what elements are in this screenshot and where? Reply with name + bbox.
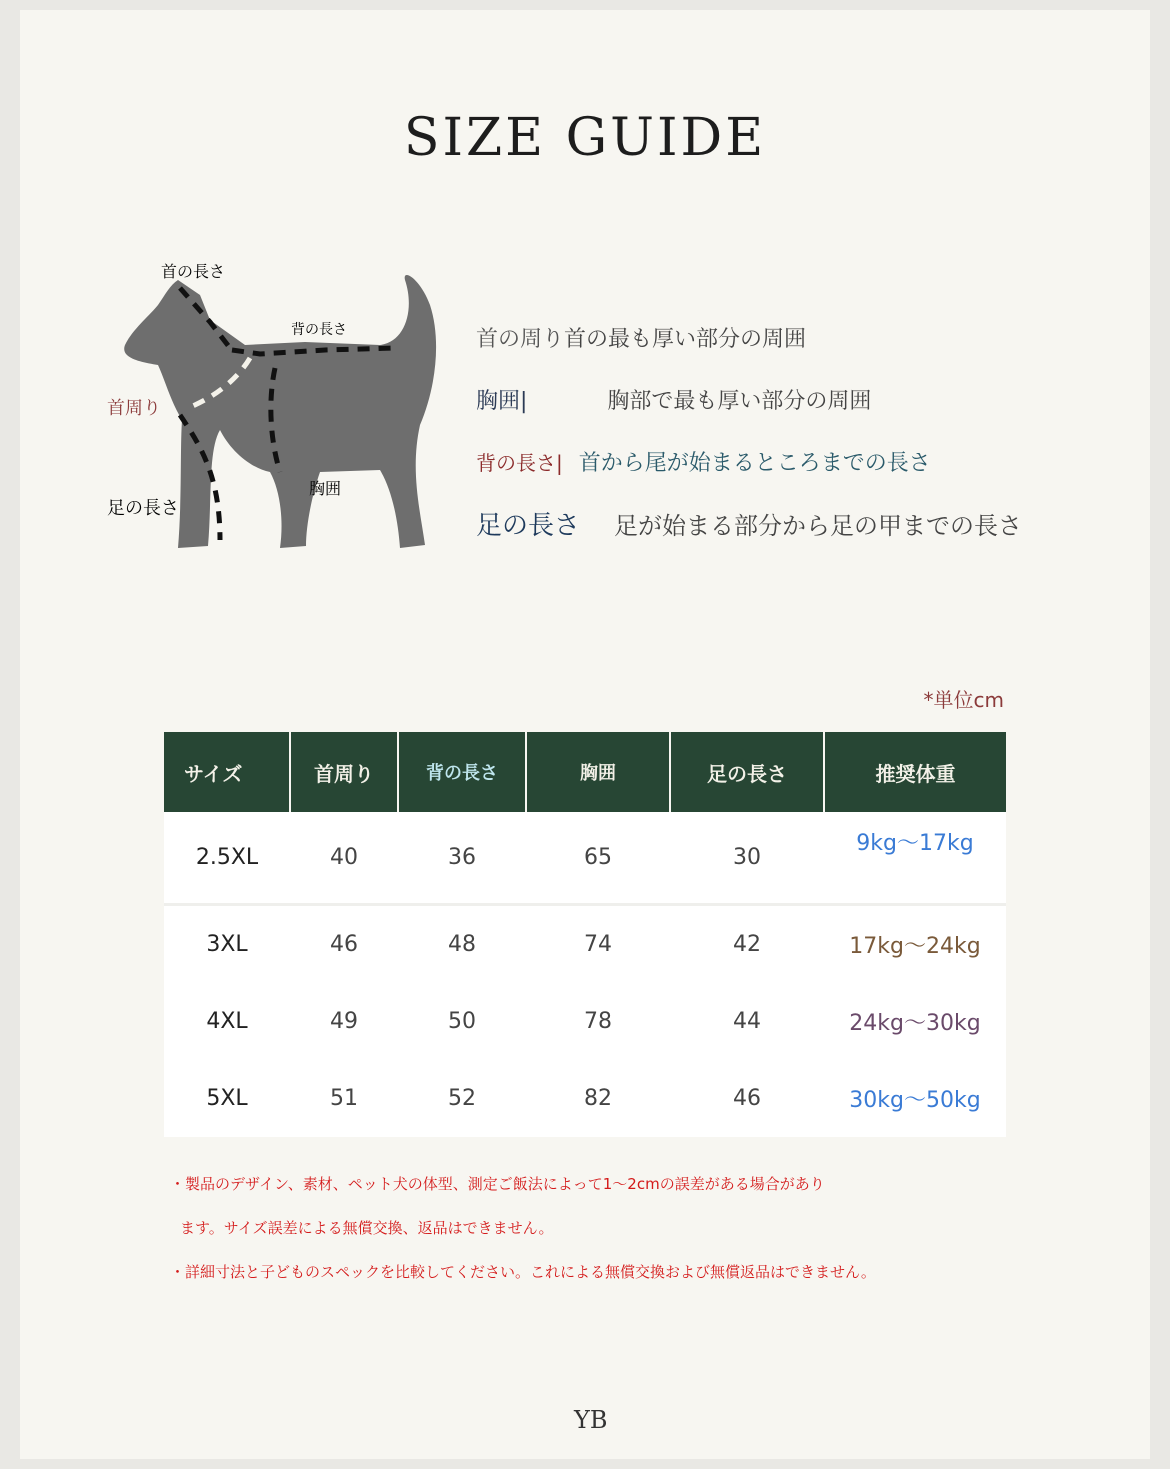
cell-size: 5XL <box>206 1086 248 1111</box>
definition-text: 足が始まる部分から足の甲までの長さ <box>614 511 1023 540</box>
page <box>20 10 1150 1459</box>
col-header-size: サイズ <box>164 732 290 812</box>
unit-note: *単位cm <box>923 688 1004 712</box>
diagram-label-back-length: 背の長さ <box>291 322 347 338</box>
col-header-chest: 胸囲 <box>526 732 670 812</box>
cell-chest: 78 <box>584 1009 612 1034</box>
definition-text: 胸部で最も厚い部分の周囲 <box>607 388 872 414</box>
definition-text: 首から尾が始まるところまでの長さ <box>578 450 931 476</box>
measurement-definitions <box>476 306 1136 554</box>
cell-back: 48 <box>448 932 476 957</box>
cell-neck: 46 <box>330 932 358 957</box>
note-line: ・詳細寸法と子どものスペックを比較してください。これによる無償交換および無償返品はできません。 <box>170 1263 876 1281</box>
table-row <box>164 812 1006 905</box>
cell-weight: 24kg～30kg <box>849 1011 981 1036</box>
diagram-label-neck-length: 首の長さ <box>161 262 226 281</box>
cell-chest: 74 <box>584 932 612 957</box>
diagram-label-leg-length: 足の長さ <box>107 498 179 519</box>
definition-term: 胸囲| <box>476 388 528 414</box>
cell-size: 2.5XL <box>164 812 290 905</box>
definition-term: 首の周り <box>476 326 565 352</box>
cell-leg: 44 <box>733 1009 761 1034</box>
definition-row <box>476 368 1136 430</box>
dog-measurement-diagram <box>80 250 460 570</box>
definition-term: 背の長さ| <box>476 450 563 475</box>
cell-back: 36 <box>398 812 526 905</box>
definition-term: 足の長さ <box>476 510 581 541</box>
cell-weight: 9kg～17kg <box>824 812 1006 905</box>
cell-leg: 42 <box>733 932 761 957</box>
table-row <box>164 983 1006 1060</box>
definition-row <box>476 492 1136 554</box>
table-row <box>164 1060 1006 1137</box>
col-header-weight: 推奨体重 <box>824 732 1006 812</box>
brand-logo: YB <box>574 1406 608 1434</box>
notes <box>170 1170 1070 1302</box>
cell-size: 3XL <box>206 932 248 957</box>
table-row <box>164 905 1006 984</box>
cell-leg: 46 <box>733 1086 761 1111</box>
col-header-leg: 足の長さ <box>670 732 824 812</box>
definition-row <box>476 306 1136 368</box>
cell-weight: 17kg～24kg <box>849 934 981 959</box>
cell-chest: 65 <box>526 812 670 905</box>
cell-neck: 40 <box>290 812 398 905</box>
size-table <box>164 732 1006 1137</box>
definition-text: 首の最も厚い部分の周囲 <box>564 326 807 352</box>
cell-neck: 51 <box>330 1086 358 1111</box>
cell-neck: 49 <box>330 1009 358 1034</box>
cell-back: 50 <box>448 1009 476 1034</box>
col-header-neck: 首周り <box>290 732 398 812</box>
cell-leg: 30 <box>670 812 824 905</box>
cell-size: 4XL <box>206 1009 248 1034</box>
diagram-label-chest: 胸囲 <box>309 479 342 498</box>
col-header-back: 背の長さ <box>398 732 526 812</box>
cell-back: 52 <box>448 1086 476 1111</box>
note-line: ます。サイズ誤差による無償交換、返品はできません。 <box>180 1219 554 1237</box>
diagram-label-neck-girth: 首周り <box>107 398 161 419</box>
definition-row <box>476 430 1136 492</box>
cell-chest: 82 <box>584 1086 612 1111</box>
table-header-row <box>164 732 1006 812</box>
page-title: SIZE GUIDE <box>403 108 767 168</box>
note-line: ・製品のデザイン、素材、ペット犬の体型、測定ご飯法によって1～2cmの誤差がある場合があり <box>170 1175 825 1193</box>
cell-weight: 30kg～50kg <box>849 1088 981 1113</box>
